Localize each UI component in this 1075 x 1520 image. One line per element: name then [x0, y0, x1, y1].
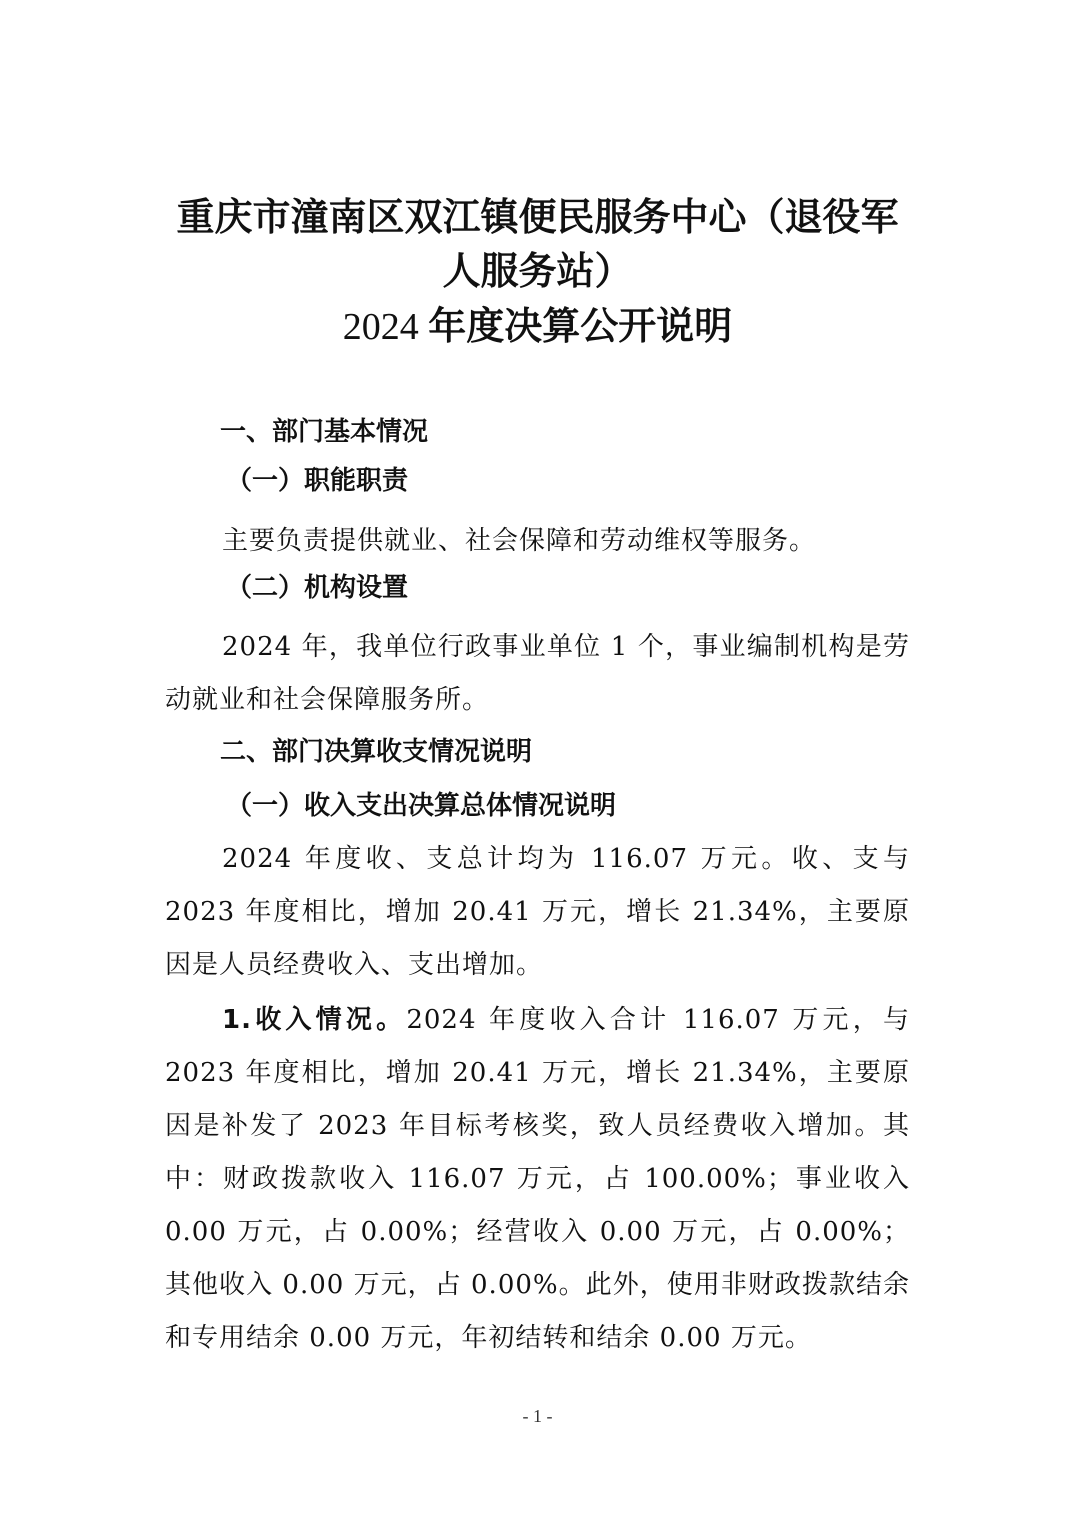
section-1-subheading-2: （二）机构设置: [226, 573, 409, 603]
section-1-sub1-paragraph: 主要负责提供就业、社会保障和劳动维权等服务。: [222, 526, 817, 556]
document-title-line-2: 人服务站）: [442, 248, 633, 293]
title-year: 2024: [342, 306, 419, 348]
section-1-sub2-paragraph: 2024 年，我单位行政事业单位 1 个，事业编制机构是劳动就业和社会保障服务所。: [165, 632, 910, 715]
income-paragraph: [165, 994, 910, 1365]
title-rest: 年度决算公开说明: [428, 303, 733, 348]
income-text: 2024 年度收入合计 116.07 万元，与 2023 年度相比，增加 20.41 万元，增长 21.34%，主要原因是补发了 2023 年目标考核奖，致人员经费收入增加。其中：财政拨款收入 116.07 万元，占 100.00%；事业收入 0.00 万元，占 0.00%；经营收入 0.00 万元，占 0.00%；其他收入 0.00 万元，占 0.00%。此外，使用非财政拨款结余和专用结余 0.00 万元，年初结转和结余 0.00 万元。: [165, 1005, 911, 1353]
document-title-line-1: 重庆市潼南区双江镇便民服务中心（退役军: [176, 194, 899, 239]
section-1-heading: 一、部门基本情况: [220, 417, 429, 447]
section-2-heading: 二、部门决算收支情况说明: [220, 737, 533, 767]
document-title-line-3: [150, 295, 925, 358]
page-number: - 1 -: [522, 1406, 553, 1426]
section-1-subheading-1: （一）职能职责: [226, 466, 409, 496]
income-lead: 1.收入情况。: [222, 1005, 407, 1035]
section-2-sub1-paragraph: 2024 年度收、支总计均为 116.07 万元。收、支与 2023 年度相比，增加 20.41 万元，增长 21.34%，主要原因是人员经费收入、支出增加。: [165, 844, 910, 980]
section-2-subheading-1: （一）收入支出决算总体情况说明: [226, 791, 617, 821]
